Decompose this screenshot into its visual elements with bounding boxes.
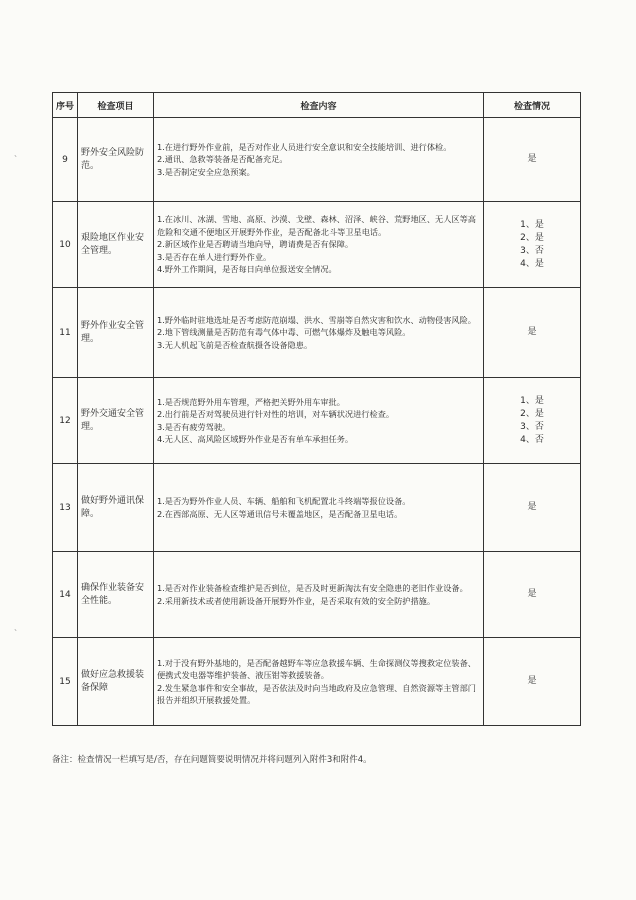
row-number: 13 xyxy=(53,464,78,552)
content-line: 1.野外临时驻地选址是否考虑防范崩塌、洪水、雪崩等自然灾害和饮水、动物侵害风险。 xyxy=(157,314,476,325)
row-content xyxy=(154,378,484,464)
row-result xyxy=(484,378,581,464)
row-number: 12 xyxy=(53,378,78,464)
row-result xyxy=(484,638,581,726)
content-line: 4.无人区、高风险区域野外作业是否有单车承担任务。 xyxy=(157,434,354,444)
header-item: 检查项目 xyxy=(78,93,154,118)
content-line: 3.是否存在单人进行野外作业。 xyxy=(157,251,272,262)
row-item: 野外安全风险防范。 xyxy=(78,118,154,202)
table-row xyxy=(53,638,581,726)
row-number: 10 xyxy=(53,202,78,288)
header-result: 检查情况 xyxy=(484,93,581,118)
result-value: 是 xyxy=(527,154,537,164)
table-row xyxy=(53,552,581,638)
content-line: 1.是否为野外作业人员、车辆、船舶和飞机配置北斗终端等报位设备。 xyxy=(157,496,411,506)
row-content xyxy=(154,638,484,726)
row-item: 野外作业安全管理。 xyxy=(78,288,154,378)
result-value: 2、是 xyxy=(520,232,544,243)
header-content: 检查内容 xyxy=(154,93,484,118)
row-content xyxy=(154,202,484,288)
result-value: 1、是 xyxy=(520,395,544,406)
row-result xyxy=(484,288,581,378)
table-row xyxy=(53,118,581,202)
content-line: 1.在进行野外作业前，是否对作业人员进行安全意识和安全技能培训、进行体检。 xyxy=(157,141,452,152)
content-line: 1.对于没有野外基地的，是否配备越野车等应急救援车辆、生命探测仪等搜救定位装备、便携式发电器等维护装备、液压钳等救援装备。 xyxy=(157,657,476,680)
table-row xyxy=(53,378,581,464)
result-value: 4、否 xyxy=(520,434,544,445)
content-line: 3.无人机起飞前是否检查航摄各设备隐患。 xyxy=(157,339,313,350)
table-row xyxy=(53,464,581,552)
content-line: 4.野外工作期间，是否每日向单位报送安全情况。 xyxy=(157,264,337,275)
table-row xyxy=(53,288,581,378)
row-content xyxy=(154,288,484,378)
result-value: 2、是 xyxy=(520,408,544,419)
content-line: 2.地下管线测量是否防范有毒气体中毒、可燃气体爆炸及触电等风险。 xyxy=(157,327,411,338)
row-item: 做好野外通讯保障。 xyxy=(78,464,154,552)
content-line: 2.发生紧急事件和安全事故，是否依法及时向当地政府及应急管理、自然资源等主管部门报告并组织开展救援处置。 xyxy=(157,682,476,705)
result-value: 是 xyxy=(527,589,537,599)
row-number: 11 xyxy=(53,288,78,378)
content-line: 2.在西部高原、无人区等通讯信号未覆盖地区，是否配备卫星电话。 xyxy=(157,508,403,519)
row-result xyxy=(484,202,581,288)
result-value: 4、是 xyxy=(520,258,544,269)
row-content xyxy=(154,118,484,202)
row-content xyxy=(154,464,484,552)
row-item: 艰险地区作业安全管理。 xyxy=(78,202,154,288)
content-line: 2.出行前是否对驾驶员进行针对性的培训，对车辆状况进行检查。 xyxy=(157,409,395,419)
table-header-row xyxy=(53,93,581,118)
row-item: 野外交通安全管理。 xyxy=(78,378,154,464)
result-value: 1、是 xyxy=(520,219,544,230)
row-item: 做好应急救援装备保障 xyxy=(78,638,154,726)
content-line: 1.是否规范野外用车管理，严格把关野外用车审批。 xyxy=(157,396,345,407)
row-result xyxy=(484,464,581,552)
row-number: 14 xyxy=(53,552,78,638)
content-line: 3.是否制定安全应急预案。 xyxy=(157,166,255,177)
margin-mark: 、 xyxy=(14,623,22,632)
row-number: 15 xyxy=(53,638,78,726)
result-value: 3、否 xyxy=(520,245,544,256)
row-result xyxy=(484,118,581,202)
row-item: 确保作业装备安全性能。 xyxy=(78,552,154,638)
inspection-table xyxy=(52,92,581,726)
content-line: 3.是否有疲劳驾驶。 xyxy=(157,421,231,432)
row-content xyxy=(154,552,484,638)
result-value: 是 xyxy=(527,676,537,686)
result-value: 是 xyxy=(527,327,537,337)
content-line: 1.在冰川、冰湖、雪地、高原、沙漠、戈壁、森林、沼泽、峡谷、荒野地区、无人区等高危险和交通不便地区开展野外作业，是否配备北斗等卫星电话。 xyxy=(157,214,476,237)
content-line: 2.通讯、急救等装备是否配备充足。 xyxy=(157,154,288,165)
table-row xyxy=(53,202,581,288)
row-result xyxy=(484,552,581,638)
header-number: 序号 xyxy=(53,93,78,118)
content-line: 2.新区域作业是否聘请当地向导，聘请费是否有保障。 xyxy=(157,239,354,250)
row-number: 9 xyxy=(53,118,78,202)
result-value: 是 xyxy=(527,502,537,512)
footnote: 备注：检查情况一栏填写是/否，存在问题简要说明情况并将问题列入附件3和附件4。 xyxy=(52,755,372,765)
result-value: 3、否 xyxy=(520,421,544,432)
margin-mark: 、 xyxy=(14,149,22,158)
content-line: 1.是否对作业装备检查维护是否到位，是否及时更新淘汰有安全隐患的老旧作业设备。 xyxy=(157,583,468,593)
content-line: 2.采用新技术或者使用新设备开展野外作业，是否采取有效的安全防护措施。 xyxy=(157,595,436,606)
